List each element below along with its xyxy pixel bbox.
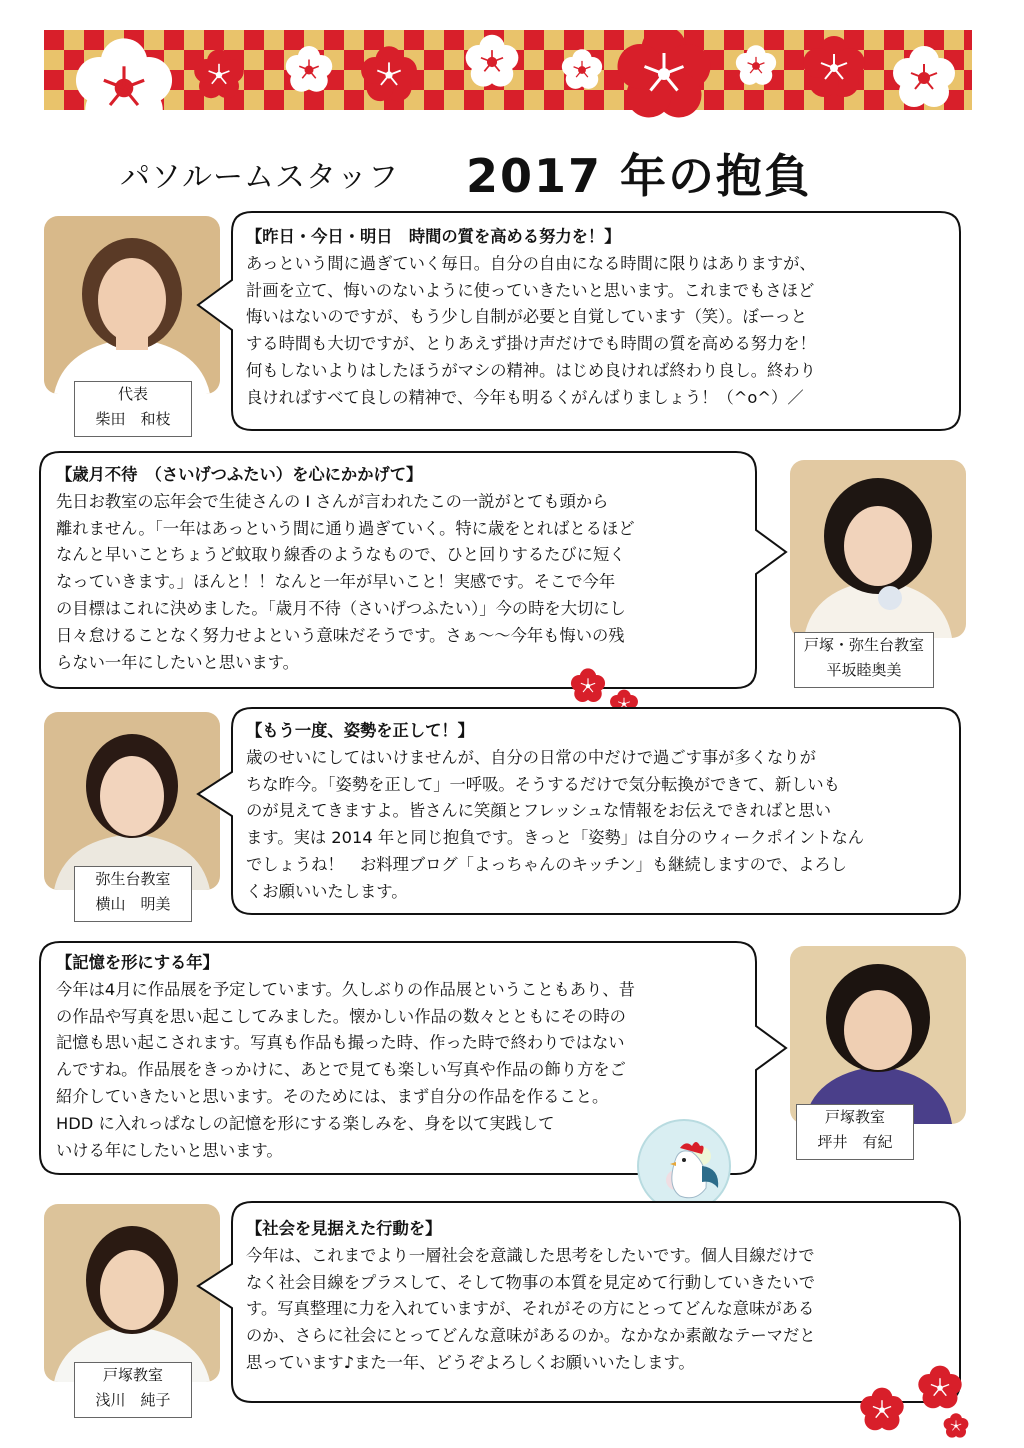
entry-line: らない一年にしたいと思います。 bbox=[56, 652, 299, 672]
staff-role: 戸塚教室 bbox=[824, 1108, 885, 1126]
page-title: 2017 年の抱負 bbox=[466, 149, 813, 203]
staff-photo-2 bbox=[790, 460, 966, 638]
entry-line: 今年は、これまでより一層社会を意識した思考をしたいです。個人目線だけで bbox=[246, 1245, 815, 1265]
entry-line: いける年にしたいと思います。 bbox=[56, 1140, 283, 1160]
entry-line: の目標はこれに決めました。「歳月不待（さいげつふたい）」今の時を大切にし bbox=[56, 598, 626, 618]
entry-line: 計画を立て、悔いのないように使っていきたいと思います。これまでもさほど bbox=[246, 280, 815, 300]
staff-role: 戸塚・弥生台教室 bbox=[803, 636, 924, 654]
entry-line: 先日お教室の忘年会で生徒さんの I さんが言われたこの一説がとても頭から bbox=[56, 491, 609, 511]
entry-line: 今年は4月に作品展を予定しています。久しぶりの作品展ということもあり、昔 bbox=[56, 979, 635, 999]
staff-photo-5 bbox=[44, 1204, 220, 1382]
entry-line: 日々怠けることなく努力せよという意味だそうです。さぁ～～今年も悔いの残 bbox=[56, 625, 625, 645]
entry-line: くお願いいたします。 bbox=[246, 881, 408, 901]
entry-line: なっていきます。」ほんと！！なんと一年が早いこと！実感です。そこで今年 bbox=[56, 572, 616, 592]
entry-line: ちな昨今。「姿勢を正して」一呼吸。そうするだけで気分転換ができて、新しいも bbox=[246, 774, 840, 794]
staff-name: 横山 明美 bbox=[95, 895, 171, 913]
entry-heading: 【昨日・今日・明日 時間の質を高める努力を！】 bbox=[246, 227, 621, 246]
staff-role: 弥生台教室 bbox=[95, 870, 171, 888]
entry-line: す。写真整理に力を入れていますが、それがその方にとってどんな意味がある bbox=[246, 1299, 815, 1319]
staff-photo-1 bbox=[44, 216, 220, 394]
plum-blossom-corner-decoration bbox=[848, 1358, 978, 1442]
staff-photo-3 bbox=[44, 712, 220, 890]
staff-photo-4 bbox=[790, 946, 966, 1124]
entry-line: 歳のせいにしてはいけませんが、自分の日常の中だけで過ごす事が多くなりが bbox=[246, 747, 816, 767]
entry-line: 紹介していきたいと思います。そのためには、まず自分の作品を作ること。 bbox=[56, 1086, 609, 1106]
entry-heading: 【記憶を形にする年】 bbox=[56, 953, 219, 972]
staff-name: 平坂睦奥美 bbox=[826, 661, 902, 679]
staff-namebox-2 bbox=[794, 632, 934, 688]
entry-heading: 【もう一度、姿勢を正して！】 bbox=[246, 721, 474, 740]
staff-role: 代表 bbox=[117, 385, 148, 403]
staff-namebox-4 bbox=[796, 1104, 914, 1160]
speech-bubble-3 bbox=[196, 706, 962, 916]
staff-name: 柴田 和枝 bbox=[95, 410, 171, 428]
staff-namebox-1 bbox=[74, 381, 192, 437]
entry-line: 思っています♪また一年、どうぞよろしくお願いいたします。 bbox=[246, 1352, 695, 1372]
staff-namebox-5 bbox=[74, 1362, 192, 1418]
entry-line: ます。実は 2014 年と同じ抱負です。きっと「姿勢」は自分のウィークポイントなん bbox=[246, 828, 865, 848]
entry-line: のか、さらに社会にとってどんな意味があるのか。なかなか素敵なテーマだと bbox=[246, 1326, 816, 1346]
entry-line: HDD に入れっぱなしの記憶を形にする楽しみを、身を以て実践して bbox=[56, 1113, 555, 1133]
staff-name: 坪井 有紀 bbox=[817, 1133, 893, 1151]
entry-line: の作品や写真を思い起こしてみました。懐かしい作品の数々とともにその時の bbox=[56, 1006, 626, 1026]
entry-heading: 【社会を見据えた行動を】 bbox=[246, 1219, 442, 1238]
entry-line: する時間も大切ですが、とりあえず掛け声だけでも時間の質を高める努力を！ bbox=[246, 334, 816, 354]
page-subtitle: パソルームスタッフ bbox=[120, 160, 399, 195]
speech-bubble-2 bbox=[38, 450, 788, 690]
entry-line: でしょうね！ お料理ブログ「よっちゃんのキッチン」も継続しますので、よろし bbox=[246, 854, 847, 874]
entry-line: 良ければすべて良しの精神で、今年も明るくがんばりましょう！（^o^）／ bbox=[246, 387, 804, 407]
entry-line: 悔いはないのですが、もう少し自制が必要と自覚しています（笑）。ぼーっと bbox=[246, 307, 808, 327]
entry-line: 離れません。「一年はあっという間に通り過ぎていく。特に歳をとればとるほど bbox=[56, 518, 635, 538]
entry-line: んですね。作品展をきっかけに、あとで見ても楽しい写真や作品の飾り方をご bbox=[56, 1060, 626, 1080]
speech-bubble-1 bbox=[196, 210, 962, 432]
entry-line: 何もしないよりはしたほうがマシの精神。はじめ良ければ終わり良し。終わり bbox=[246, 360, 816, 380]
entry-line: あっという間に過ぎていく毎日。自分の自由になる時間に限りはありますが、 bbox=[246, 253, 816, 273]
staff-role: 戸塚教室 bbox=[102, 1366, 163, 1384]
staff-name: 浅川 純子 bbox=[95, 1391, 171, 1409]
entry-line: なく社会目線をプラスして、そして物事の本質を見定めて行動していきたいで bbox=[246, 1272, 816, 1292]
entry-heading: 【歳月不待 （さいげつふたい）を心にかかげて】 bbox=[56, 465, 423, 484]
entry-line: のが見えてきますよ。皆さんに笑顔とフレッシュな情報をお伝えできればと思い bbox=[246, 801, 831, 821]
page-title-row bbox=[0, 138, 1024, 203]
entry-line: 記憶も思い起こされます。写真も作品も撮った時、作った時で終わりではない bbox=[56, 1033, 625, 1053]
plum-blossom-banner bbox=[44, 30, 972, 134]
staff-namebox-3 bbox=[74, 866, 192, 922]
entry-line: なんと早いことちょうど蚊取り線香のようなもので、ひと回りするたびに短く bbox=[56, 545, 626, 565]
